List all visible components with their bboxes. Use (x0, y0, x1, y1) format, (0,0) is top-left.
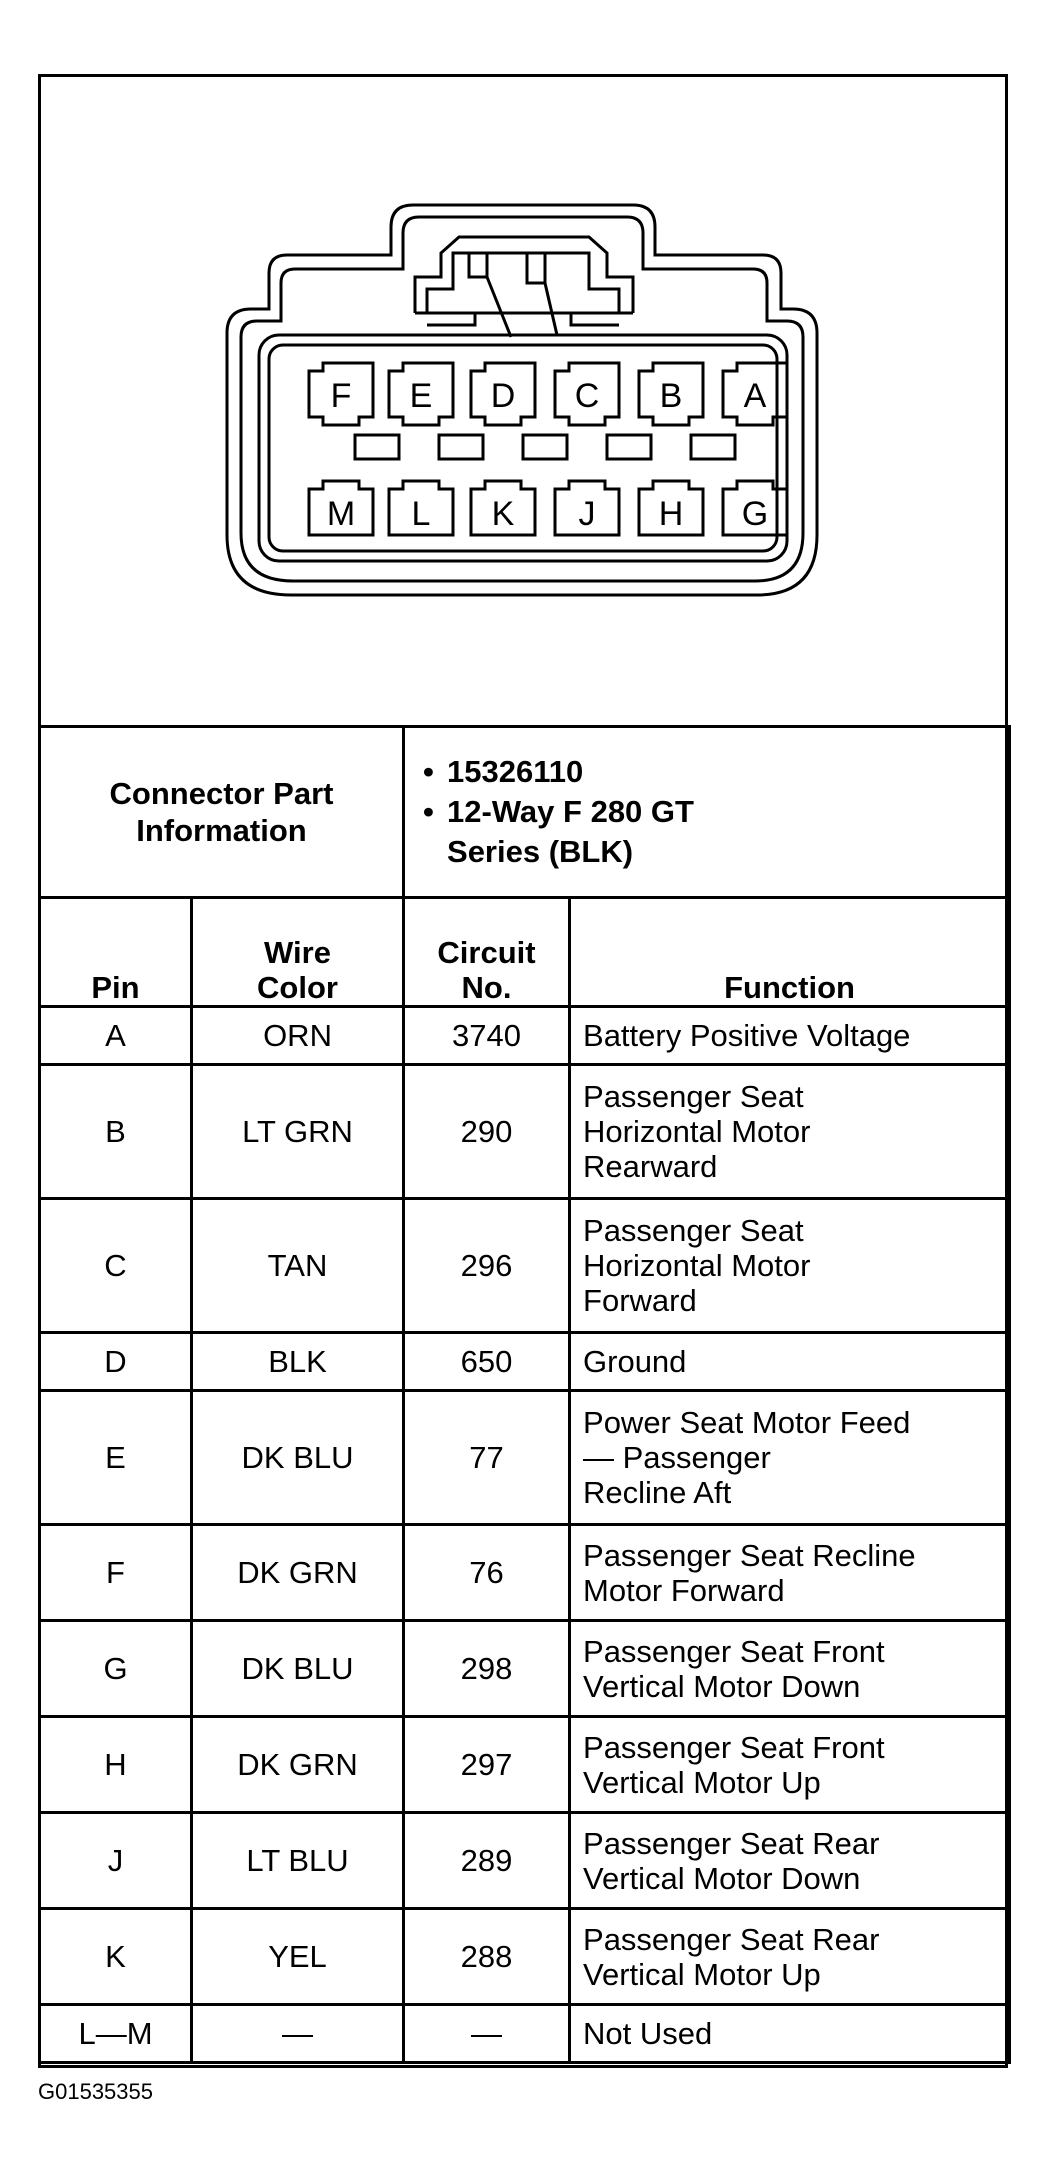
function-cell (570, 1199, 1010, 1333)
table-row (40, 1525, 1010, 1621)
pin-D-cavity (471, 363, 535, 425)
pin-label: A (743, 377, 767, 415)
function-cell (570, 2005, 1010, 2063)
wire-color-cell: DK BLU (192, 1391, 404, 1525)
table-row (40, 1909, 1010, 2005)
circuit-cell: 3740 (404, 1007, 570, 1065)
pin-label: B (659, 377, 683, 415)
center-slot (523, 435, 567, 459)
table-row (40, 1717, 1010, 1813)
pin-M-cavity (309, 481, 373, 535)
bottom-pin-row (309, 481, 787, 535)
circuit-cell: 650 (404, 1333, 570, 1391)
function-line: Power Seat Motor Feed (583, 1405, 911, 1440)
pin-label: L (411, 495, 431, 533)
wire-color-cell: BLK (192, 1333, 404, 1391)
pin-cell: E (40, 1391, 192, 1525)
table-row (40, 1391, 1010, 1525)
pin-label: K (491, 495, 515, 533)
pin-label: F (330, 377, 352, 415)
pin-cell: H (40, 1717, 192, 1813)
pin-cell: K (40, 1909, 192, 2005)
pin-cell: D (40, 1333, 192, 1391)
wire-color-cell: — (192, 2005, 404, 2063)
pinout-table (38, 725, 1011, 2064)
table-row (40, 1813, 1010, 1909)
col-header-function: Function (570, 898, 1010, 1007)
pin-C-cavity (555, 363, 619, 425)
connector-face-svg (41, 77, 1005, 725)
connector-part-info-row (40, 727, 1010, 898)
table-row (40, 1199, 1010, 1333)
function-cell (570, 1333, 1010, 1391)
function-line: Passenger Seat Rear (583, 1825, 880, 1861)
table-row (40, 1621, 1010, 1717)
function-line: Horizontal Motor (583, 1248, 811, 1283)
function-line: Battery Positive Voltage (583, 1018, 911, 1053)
pin-cell: F (40, 1525, 192, 1621)
part-number: • 15326110 (423, 752, 1008, 792)
pin-B-cavity (639, 363, 703, 425)
function-line: Ground (583, 1344, 687, 1379)
table-row (40, 2005, 1010, 2063)
function-line: Passenger Seat Recline (583, 1537, 916, 1573)
function-line: Horizontal Motor (583, 1114, 811, 1149)
pin-cell: G (40, 1621, 192, 1717)
pin-L-cavity (389, 481, 453, 535)
function-line: Recline Aft (583, 1475, 732, 1510)
center-slot (439, 435, 483, 459)
pin-cell: B (40, 1065, 192, 1199)
function-cell (570, 1813, 1010, 1909)
wire-color-cell: TAN (192, 1199, 404, 1333)
col-header-circuit: Circuit No. (404, 898, 570, 1007)
circuit-cell: 288 (404, 1909, 570, 2005)
center-slot (355, 435, 399, 459)
circuit-cell: 297 (404, 1717, 570, 1813)
circuit-cell: 77 (404, 1391, 570, 1525)
pin-H-cavity (639, 481, 703, 535)
col-header-pin: Pin (40, 898, 192, 1007)
function-line: Rearward (583, 1149, 718, 1184)
function-line: Passenger Seat Rear (583, 1921, 880, 1957)
function-line: Forward (583, 1283, 697, 1318)
function-cell (570, 1065, 1010, 1199)
pin-K-cavity (471, 481, 535, 535)
pin-label: G (741, 495, 769, 533)
pin-label: D (490, 377, 516, 415)
center-slot (607, 435, 651, 459)
connector-part-label (40, 727, 404, 898)
pin-label: J (578, 495, 596, 533)
center-slot (691, 435, 735, 459)
function-line: Motor Forward (583, 1572, 785, 1608)
figure-code: G01535355 (38, 2079, 153, 2104)
pin-cell: L—M (40, 2005, 192, 2063)
circuit-cell: 296 (404, 1199, 570, 1333)
function-cell (570, 1007, 1010, 1065)
connector-part-label-line1: Connector Part (109, 776, 334, 811)
table-row (40, 1065, 1010, 1199)
pin-F-cavity (309, 363, 373, 425)
circuit-cell: 76 (404, 1525, 570, 1621)
function-line: — Passenger (583, 1440, 771, 1475)
wire-color-cell: DK GRN (192, 1717, 404, 1813)
part-series-cont: Series (BLK) (447, 834, 634, 869)
function-cell (570, 1391, 1010, 1525)
pinout-rows (40, 1007, 1010, 2063)
table-row (40, 1333, 1010, 1391)
pin-label: M (326, 495, 356, 533)
diagram-frame (38, 74, 1008, 2068)
function-line: Vertical Motor Up (583, 1764, 821, 1800)
column-header-row (40, 898, 1010, 1007)
circuit-cell: 289 (404, 1813, 570, 1909)
pin-label: E (409, 377, 433, 415)
pin-label: C (574, 377, 600, 415)
wire-color-cell: LT GRN (192, 1065, 404, 1199)
function-cell (570, 1525, 1010, 1621)
pin-cell: C (40, 1199, 192, 1333)
connector-drawing (41, 77, 1005, 725)
wire-color-cell: LT BLU (192, 1813, 404, 1909)
part-series: • 12-Way F 280 GT (423, 792, 1008, 832)
connector-part-label-line2: Information (136, 813, 307, 848)
function-cell (570, 1621, 1010, 1717)
connector-part-values (404, 727, 1010, 898)
pin-J-cavity (555, 481, 619, 535)
circuit-cell: 290 (404, 1065, 570, 1199)
function-line: Passenger Seat (583, 1213, 804, 1248)
center-slot-row (355, 435, 735, 459)
function-line: Vertical Motor Down (583, 1860, 861, 1896)
function-line: Vertical Motor Down (583, 1668, 861, 1704)
function-line: Passenger Seat (583, 1079, 804, 1114)
wire-color-cell: DK BLU (192, 1621, 404, 1717)
table-row (40, 1007, 1010, 1065)
function-line: Vertical Motor Up (583, 1956, 821, 1992)
function-cell (570, 1717, 1010, 1813)
pin-cell: A (40, 1007, 192, 1065)
wire-color-cell: DK GRN (192, 1525, 404, 1621)
circuit-cell: — (404, 2005, 570, 2063)
col-header-wire-color: Wire Color (192, 898, 404, 1007)
pin-label: H (658, 495, 684, 533)
circuit-cell: 298 (404, 1621, 570, 1717)
function-cell (570, 1909, 1010, 2005)
pin-E-cavity (389, 363, 453, 425)
function-line: Passenger Seat Front (583, 1729, 885, 1765)
pin-cell: J (40, 1813, 192, 1909)
function-line: Not Used (583, 2016, 713, 2051)
top-pin-row (309, 363, 787, 425)
wire-color-cell: YEL (192, 1909, 404, 2005)
wire-color-cell: ORN (192, 1007, 404, 1065)
function-line: Passenger Seat Front (583, 1633, 885, 1669)
